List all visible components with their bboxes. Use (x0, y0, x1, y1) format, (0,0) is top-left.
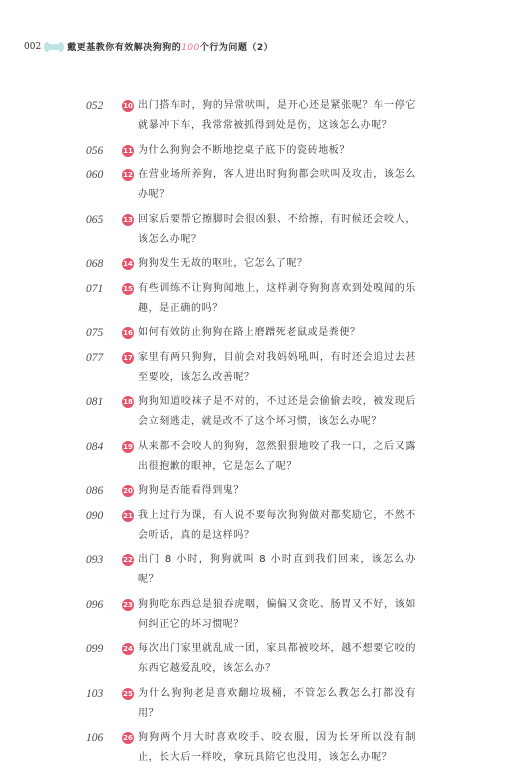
toc-question-text: 狗狗发生无故的呕吐，它怎么了呢？ (138, 258, 308, 269)
question-number-badge: 17 (123, 353, 133, 362)
question-number-badge: 16 (123, 329, 133, 337)
toc-entry[interactable] (86, 165, 416, 205)
toc-entry[interactable] (86, 595, 416, 635)
toc-entry[interactable] (86, 728, 416, 768)
toc-entry[interactable] (86, 392, 416, 432)
toc-question-text: 我上过行为课，有人说不要每次狗狗做对都奖励它，不然不会听话，真的是这样吗？ (138, 509, 416, 541)
question-number-badge: 18 (123, 398, 133, 406)
toc-question-text: 每次出门家里就乱成一团，家具都被咬坏，越不想要它咬的东西它越爱乱咬，该怎么办？ (138, 643, 416, 674)
toc-entry[interactable] (86, 279, 416, 319)
toc-entry[interactable] (86, 96, 416, 136)
question-number-badge: 20 (123, 487, 133, 495)
toc-page-number: 086 (86, 485, 104, 497)
toc-question-text: 狗狗知道咬袜子是不对的，不过还是会偷偷去咬，被发现后会立刻逃走，就是改不了这个坏习惯，该怎么办呢？ (138, 396, 416, 427)
toc-page-number: 099 (86, 643, 104, 655)
toc-page-number: 056 (86, 144, 104, 157)
toc-page-number: 090 (86, 509, 104, 522)
question-number-badge: 12 (123, 171, 133, 179)
question-number-badge: 22 (123, 556, 133, 564)
toc-page-number: 068 (86, 258, 104, 270)
toc-entry[interactable] (86, 506, 416, 546)
book-title-accent: 100 (181, 43, 200, 53)
toc-page-number: 075 (86, 327, 104, 339)
toc-entry[interactable] (86, 684, 416, 724)
question-number-badge: 25 (123, 689, 133, 698)
toc-page-number: 060 (86, 169, 104, 181)
question-number-badge: 13 (123, 215, 133, 224)
question-number-badge: 24 (123, 645, 133, 653)
toc-page-number: 084 (86, 440, 104, 453)
page-header (24, 40, 273, 53)
toc-question-text: 出门搭车时，狗的异常吠叫，是开心还是紧张呢？车一停它就暴冲下车，我常常被抓得到处是伤，这该怎么办呢？ (138, 100, 416, 131)
toc-page-number: 093 (86, 554, 104, 566)
toc-question-text: 回家后要帮它擦脚时会很凶狠、不给擦，有时候还会咬人，该怎么办呢？ (138, 213, 416, 245)
toc-page-number: 106 (86, 732, 104, 744)
book-title-prefix: 戴更基教你有效解决狗狗的 (67, 43, 182, 53)
toc-question-text: 在营业场所养狗，客人进出时狗狗都会吠叫及攻击，该怎么办呢？ (138, 169, 416, 200)
toc-page-number: 065 (86, 213, 104, 226)
toc-question-text: 狗狗两个月大时喜欢咬手、咬衣服，因为长牙所以没有制止，长大后一样咬，拿玩具陪它也没用，该怎么办呢？ (138, 732, 416, 763)
toc-entry[interactable] (86, 437, 416, 477)
toc-question-text: 狗狗吃东西总是狼吞虎咽，偏偏又贪吃、肠胃又不好，该如何纠正它的坏习惯呢？ (138, 598, 416, 630)
toc-page-number: 052 (86, 100, 104, 112)
toc-page-number: 077 (86, 351, 104, 364)
toc-entry[interactable] (86, 323, 416, 343)
table-of-contents (86, 96, 416, 773)
question-number-badge: 14 (123, 260, 133, 268)
toc-entry[interactable] (86, 141, 416, 161)
toc-page-number: 103 (86, 687, 104, 700)
question-number-badge: 15 (123, 284, 133, 293)
toc-question-text: 为什么狗狗会不断地挖桌子底下的瓷砖地板？ (138, 144, 350, 156)
toc-question-text: 如何有效防止狗狗在路上磨蹭死老鼠或是粪便？ (138, 327, 361, 338)
toc-entry[interactable] (86, 550, 416, 590)
question-number-badge: 19 (123, 442, 133, 451)
toc-question-text: 狗狗是否能看得到鬼？ (138, 485, 244, 496)
toc-page-number: 081 (86, 396, 104, 408)
question-number-badge: 11 (123, 146, 133, 155)
toc-question-text: 有些训练不让狗狗闻地上，这样剥夺狗狗喜欢到处嗅闻的乐趣，是正确的吗？ (138, 282, 416, 314)
toc-entry[interactable] (86, 639, 416, 679)
toc-page-number: 096 (86, 598, 104, 611)
book-title (67, 40, 273, 53)
toc-entry[interactable] (86, 481, 416, 501)
toc-entry[interactable] (86, 254, 416, 274)
page-number: 002 (24, 41, 42, 52)
toc-entry[interactable] (86, 348, 416, 388)
toc-question-text: 为什么狗狗老是喜欢翻垃圾桶，不管怎么教怎么打都没有用？ (138, 687, 416, 719)
question-number-badge: 21 (123, 511, 133, 520)
question-number-badge: 26 (123, 734, 133, 742)
bone-icon (47, 44, 61, 50)
question-number-badge: 23 (123, 600, 133, 609)
toc-page-number: 071 (86, 282, 104, 295)
toc-entry[interactable] (86, 210, 416, 250)
book-title-suffix: 个行为问题（2） (199, 43, 274, 53)
toc-question-text: 从来都不会咬人的狗狗，忽然狠狠地咬了我一口，之后又露出很抱歉的眼神，它是怎么了呢？ (138, 440, 416, 472)
toc-question-text: 出门 8 小时，狗狗就叫 8 小时直到我们回来，该怎么办呢？ (138, 554, 416, 585)
question-number-badge: 10 (123, 102, 133, 110)
toc-question-text: 家里有两只狗狗，目前会对我妈妈吼叫，有时还会追过去甚至要咬，该怎么改善呢？ (138, 351, 416, 383)
